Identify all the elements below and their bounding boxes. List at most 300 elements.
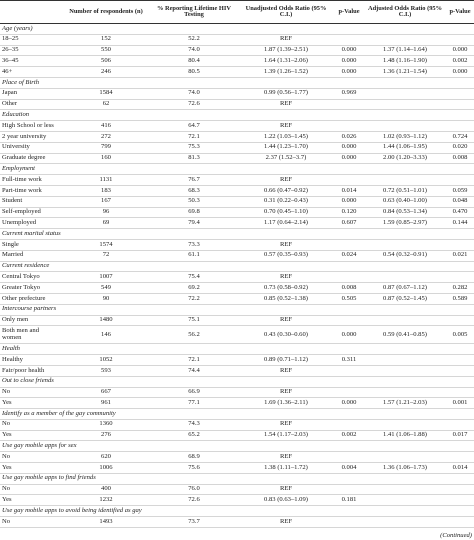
section-label: Employment bbox=[0, 164, 474, 175]
respondents-cell: 1574 bbox=[62, 239, 150, 250]
percent-cell: 77.1 bbox=[150, 398, 238, 409]
section-header-row bbox=[0, 110, 474, 121]
row-label: 2 year university bbox=[0, 131, 62, 142]
p-value-cell bbox=[334, 484, 364, 495]
adjusted-p-value-cell: 0.589 bbox=[446, 293, 474, 304]
adjusted-p-value-cell bbox=[446, 315, 474, 326]
respondents-cell: 506 bbox=[62, 56, 150, 67]
adjusted-or-cell bbox=[364, 99, 446, 110]
p-value-cell: 0.026 bbox=[334, 131, 364, 142]
unadjusted-or-cell: REF bbox=[238, 365, 334, 376]
row-label: No bbox=[0, 452, 62, 463]
adjusted-p-value-cell bbox=[446, 355, 474, 366]
respondents-cell: 160 bbox=[62, 153, 150, 164]
table-row bbox=[0, 452, 474, 463]
adjusted-or-cell bbox=[364, 365, 446, 376]
adjusted-p-value-cell bbox=[446, 239, 474, 250]
row-label: Greater Tokyo bbox=[0, 283, 62, 294]
table-row bbox=[0, 218, 474, 229]
table-row bbox=[0, 283, 474, 294]
adjusted-or-cell: 1.48 (1.16–1.90) bbox=[364, 56, 446, 67]
percent-cell: 74.3 bbox=[150, 419, 238, 430]
section-header-row bbox=[0, 506, 474, 517]
respondents-cell: 152 bbox=[62, 34, 150, 45]
table-row bbox=[0, 387, 474, 398]
unadjusted-or-cell: 0.43 (0.30–0.60) bbox=[238, 326, 334, 344]
unadjusted-or-cell: 1.38 (1.11–1.72) bbox=[238, 463, 334, 474]
table-header bbox=[0, 1, 474, 24]
table-row bbox=[0, 484, 474, 495]
adjusted-or-cell: 1.59 (0.85–2.97) bbox=[364, 218, 446, 229]
row-label: Only men bbox=[0, 315, 62, 326]
adjusted-or-cell bbox=[364, 355, 446, 366]
section-header-row bbox=[0, 77, 474, 88]
row-label: Yes bbox=[0, 463, 62, 474]
respondents-cell: 1131 bbox=[62, 175, 150, 186]
unadjusted-or-cell: 1.17 (0.64–2.14) bbox=[238, 218, 334, 229]
adjusted-p-value-cell: 0.008 bbox=[446, 153, 474, 164]
row-label: High School or less bbox=[0, 121, 62, 132]
respondents-cell: 272 bbox=[62, 131, 150, 142]
table-row bbox=[0, 99, 474, 110]
unadjusted-or-cell: REF bbox=[238, 419, 334, 430]
p-value-cell bbox=[334, 452, 364, 463]
section-header-row bbox=[0, 261, 474, 272]
section-header-row bbox=[0, 229, 474, 240]
unadjusted-or-cell: 1.87 (1.39–2.51) bbox=[238, 45, 334, 56]
table-row bbox=[0, 121, 474, 132]
respondents-cell: 167 bbox=[62, 196, 150, 207]
respondents-cell: 183 bbox=[62, 185, 150, 196]
adjusted-p-value-cell: 0.020 bbox=[446, 142, 474, 153]
percent-cell: 80.4 bbox=[150, 56, 238, 67]
p-value-cell: 0.000 bbox=[334, 326, 364, 344]
p-value-cell bbox=[334, 387, 364, 398]
table-row bbox=[0, 175, 474, 186]
row-label: Fair/poor health bbox=[0, 365, 62, 376]
respondents-cell: 1052 bbox=[62, 355, 150, 366]
respondents-cell: 416 bbox=[62, 121, 150, 132]
header-p-value-unadjusted: p-Value bbox=[334, 1, 364, 24]
unadjusted-or-cell: 2.37 (1.52–3.7) bbox=[238, 153, 334, 164]
respondents-cell: 961 bbox=[62, 398, 150, 409]
adjusted-or-cell: 0.84 (0.53–1.34) bbox=[364, 207, 446, 218]
adjusted-p-value-cell bbox=[446, 517, 474, 528]
adjusted-p-value-cell bbox=[446, 175, 474, 186]
row-label: Self-employed bbox=[0, 207, 62, 218]
adjusted-or-cell: 0.54 (0.32–0.91) bbox=[364, 250, 446, 261]
header-unadjusted-or: Unadjusted Odds Ratio (95% C.I.) bbox=[238, 1, 334, 24]
adjusted-or-cell bbox=[364, 419, 446, 430]
percent-cell: 72.6 bbox=[150, 495, 238, 506]
adjusted-or-cell: 0.63 (0.40–1.00) bbox=[364, 196, 446, 207]
respondents-cell: 1232 bbox=[62, 495, 150, 506]
percent-cell: 69.8 bbox=[150, 207, 238, 218]
unadjusted-or-cell: 1.64 (1.31–2.06) bbox=[238, 56, 334, 67]
unadjusted-or-cell: 1.69 (1.36–2.11) bbox=[238, 398, 334, 409]
unadjusted-or-cell: REF bbox=[238, 34, 334, 45]
table-row bbox=[0, 185, 474, 196]
adjusted-p-value-cell: 0.005 bbox=[446, 326, 474, 344]
unadjusted-or-cell: REF bbox=[238, 517, 334, 528]
respondents-cell: 549 bbox=[62, 283, 150, 294]
percent-cell: 64.7 bbox=[150, 121, 238, 132]
row-label: Both men and women bbox=[0, 326, 62, 344]
section-label: Current residence bbox=[0, 261, 474, 272]
unadjusted-or-cell: 0.70 (0.45–1.10) bbox=[238, 207, 334, 218]
p-value-cell bbox=[334, 272, 364, 283]
header-adjusted-or: Adjusted Odds Ratio (95% C.I.) bbox=[364, 1, 446, 24]
unadjusted-or-cell: 0.85 (0.52–1.38) bbox=[238, 293, 334, 304]
table-row bbox=[0, 463, 474, 474]
header-respondents: Number of respondents (n) bbox=[62, 1, 150, 24]
adjusted-p-value-cell bbox=[446, 452, 474, 463]
section-label: Place of Birth bbox=[0, 77, 474, 88]
adjusted-or-cell: 0.87 (0.52–1.45) bbox=[364, 293, 446, 304]
section-label: Intercourse partners bbox=[0, 304, 474, 315]
percent-cell: 65.2 bbox=[150, 430, 238, 441]
percent-cell: 76.0 bbox=[150, 484, 238, 495]
percent-cell: 75.1 bbox=[150, 315, 238, 326]
percent-cell: 80.5 bbox=[150, 67, 238, 78]
adjusted-or-cell bbox=[364, 315, 446, 326]
header-row bbox=[0, 1, 474, 24]
percent-cell: 81.3 bbox=[150, 153, 238, 164]
unadjusted-or-cell: REF bbox=[238, 175, 334, 186]
p-value-cell bbox=[334, 99, 364, 110]
percent-cell: 61.1 bbox=[150, 250, 238, 261]
unadjusted-or-cell: 0.57 (0.35–0.93) bbox=[238, 250, 334, 261]
p-value-cell: 0.120 bbox=[334, 207, 364, 218]
adjusted-p-value-cell: 0.144 bbox=[446, 218, 474, 229]
unadjusted-or-cell: REF bbox=[238, 272, 334, 283]
adjusted-or-cell: 1.36 (1.06–1.73) bbox=[364, 463, 446, 474]
unadjusted-or-cell: 0.89 (0.71–1.12) bbox=[238, 355, 334, 366]
table-row bbox=[0, 250, 474, 261]
p-value-cell bbox=[334, 34, 364, 45]
adjusted-or-cell bbox=[364, 88, 446, 99]
row-label: No bbox=[0, 517, 62, 528]
section-header-row bbox=[0, 473, 474, 484]
row-label: University bbox=[0, 142, 62, 153]
respondents-cell: 62 bbox=[62, 99, 150, 110]
table-row bbox=[0, 45, 474, 56]
adjusted-or-cell bbox=[364, 239, 446, 250]
section-header-row bbox=[0, 376, 474, 387]
p-value-cell: 0.000 bbox=[334, 45, 364, 56]
section-label: Health bbox=[0, 344, 474, 355]
adjusted-or-cell: 1.36 (1.21–1.54) bbox=[364, 67, 446, 78]
row-label: Graduate degree bbox=[0, 153, 62, 164]
unadjusted-or-cell: 1.22 (1.03–1.45) bbox=[238, 131, 334, 142]
continued-note: (Continued) bbox=[440, 532, 472, 539]
adjusted-p-value-cell bbox=[446, 88, 474, 99]
adjusted-p-value-cell bbox=[446, 34, 474, 45]
adjusted-p-value-cell bbox=[446, 99, 474, 110]
adjusted-p-value-cell: 0.021 bbox=[446, 250, 474, 261]
table-row bbox=[0, 239, 474, 250]
unadjusted-or-cell: 0.99 (0.56–1.77) bbox=[238, 88, 334, 99]
table-row bbox=[0, 419, 474, 430]
table-row bbox=[0, 34, 474, 45]
respondents-cell: 69 bbox=[62, 218, 150, 229]
row-label: No bbox=[0, 484, 62, 495]
row-label: Student bbox=[0, 196, 62, 207]
row-label: Single bbox=[0, 239, 62, 250]
respondents-cell: 1360 bbox=[62, 419, 150, 430]
p-value-cell: 0.311 bbox=[334, 355, 364, 366]
percent-cell: 75.3 bbox=[150, 142, 238, 153]
respondents-cell: 667 bbox=[62, 387, 150, 398]
p-value-cell: 0.014 bbox=[334, 185, 364, 196]
p-value-cell: 0.607 bbox=[334, 218, 364, 229]
adjusted-p-value-cell bbox=[446, 365, 474, 376]
table-row bbox=[0, 517, 474, 528]
adjusted-p-value-cell: 0.000 bbox=[446, 45, 474, 56]
table-row bbox=[0, 272, 474, 283]
adjusted-or-cell bbox=[364, 387, 446, 398]
table-row bbox=[0, 315, 474, 326]
adjusted-p-value-cell: 0.724 bbox=[446, 131, 474, 142]
p-value-cell: 0.008 bbox=[334, 283, 364, 294]
row-label: Part-time work bbox=[0, 185, 62, 196]
adjusted-or-cell bbox=[364, 452, 446, 463]
adjusted-p-value-cell bbox=[446, 419, 474, 430]
row-label: Yes bbox=[0, 495, 62, 506]
adjusted-p-value-cell: 0.017 bbox=[446, 430, 474, 441]
section-label: Identify as a member of the gay community bbox=[0, 409, 474, 420]
p-value-cell bbox=[334, 239, 364, 250]
percent-cell: 72.1 bbox=[150, 131, 238, 142]
p-value-cell bbox=[334, 175, 364, 186]
adjusted-or-cell: 0.59 (0.41–0.85) bbox=[364, 326, 446, 344]
row-label: Yes bbox=[0, 398, 62, 409]
respondents-cell: 1584 bbox=[62, 88, 150, 99]
respondents-cell: 1480 bbox=[62, 315, 150, 326]
adjusted-or-cell: 0.87 (0.67–1.12) bbox=[364, 283, 446, 294]
row-label: Married bbox=[0, 250, 62, 261]
p-value-cell bbox=[334, 365, 364, 376]
p-value-cell: 0.181 bbox=[334, 495, 364, 506]
table-row bbox=[0, 153, 474, 164]
respondents-cell: 246 bbox=[62, 67, 150, 78]
section-header-row bbox=[0, 304, 474, 315]
table-row bbox=[0, 196, 474, 207]
unadjusted-or-cell: REF bbox=[238, 239, 334, 250]
adjusted-p-value-cell: 0.282 bbox=[446, 283, 474, 294]
table-row bbox=[0, 67, 474, 78]
section-label: Use gay mobile apps to find friends bbox=[0, 473, 474, 484]
percent-cell: 72.1 bbox=[150, 355, 238, 366]
section-header-row bbox=[0, 164, 474, 175]
p-value-cell: 0.004 bbox=[334, 463, 364, 474]
p-value-cell bbox=[334, 419, 364, 430]
table-body bbox=[0, 24, 474, 528]
respondents-cell: 276 bbox=[62, 430, 150, 441]
percent-cell: 75.6 bbox=[150, 463, 238, 474]
adjusted-p-value-cell bbox=[446, 121, 474, 132]
adjusted-or-cell: 1.37 (1.14–1.64) bbox=[364, 45, 446, 56]
percent-cell: 68.9 bbox=[150, 452, 238, 463]
respondents-cell: 400 bbox=[62, 484, 150, 495]
adjusted-or-cell bbox=[364, 272, 446, 283]
unadjusted-or-cell: 0.66 (0.47–0.92) bbox=[238, 185, 334, 196]
section-label: Use gay mobile apps for sex bbox=[0, 441, 474, 452]
section-header-row bbox=[0, 409, 474, 420]
unadjusted-or-cell: REF bbox=[238, 315, 334, 326]
adjusted-or-cell: 0.72 (0.51–1.01) bbox=[364, 185, 446, 196]
unadjusted-or-cell: REF bbox=[238, 387, 334, 398]
table-row bbox=[0, 131, 474, 142]
row-label: 26–35 bbox=[0, 45, 62, 56]
percent-cell: 76.7 bbox=[150, 175, 238, 186]
respondents-cell: 146 bbox=[62, 326, 150, 344]
percent-cell: 74.0 bbox=[150, 45, 238, 56]
respondents-cell: 593 bbox=[62, 365, 150, 376]
section-header-row bbox=[0, 344, 474, 355]
adjusted-or-cell: 2.00 (1.20–3.33) bbox=[364, 153, 446, 164]
table-row bbox=[0, 398, 474, 409]
p-value-cell bbox=[334, 517, 364, 528]
section-label: Use gay mobile apps to avoid being identified as gay bbox=[0, 506, 474, 517]
header-variable bbox=[0, 1, 62, 24]
adjusted-p-value-cell: 0.014 bbox=[446, 463, 474, 474]
row-label: Full-time work bbox=[0, 175, 62, 186]
section-label: Out to close friends bbox=[0, 376, 474, 387]
adjusted-p-value-cell: 0.048 bbox=[446, 196, 474, 207]
unadjusted-or-cell: 0.31 (0.22–0.43) bbox=[238, 196, 334, 207]
table-row bbox=[0, 207, 474, 218]
respondents-cell: 1493 bbox=[62, 517, 150, 528]
p-value-cell: 0.000 bbox=[334, 196, 364, 207]
percent-cell: 75.4 bbox=[150, 272, 238, 283]
section-label: Age (years) bbox=[0, 24, 474, 35]
p-value-cell: 0.505 bbox=[334, 293, 364, 304]
adjusted-or-cell: 1.41 (1.06–1.88) bbox=[364, 430, 446, 441]
percent-cell: 69.2 bbox=[150, 283, 238, 294]
adjusted-or-cell: 1.57 (1.21–2.03) bbox=[364, 398, 446, 409]
p-value-cell bbox=[334, 315, 364, 326]
respondents-cell: 799 bbox=[62, 142, 150, 153]
row-label: 46+ bbox=[0, 67, 62, 78]
row-label: No bbox=[0, 419, 62, 430]
respondents-cell: 1007 bbox=[62, 272, 150, 283]
p-value-cell: 0.002 bbox=[334, 430, 364, 441]
percent-cell: 74.4 bbox=[150, 365, 238, 376]
adjusted-p-value-cell: 0.000 bbox=[446, 67, 474, 78]
percent-cell: 50.3 bbox=[150, 196, 238, 207]
p-value-cell: 0.024 bbox=[334, 250, 364, 261]
table-row bbox=[0, 430, 474, 441]
adjusted-p-value-cell: 0.470 bbox=[446, 207, 474, 218]
table-row bbox=[0, 293, 474, 304]
p-value-cell: 0.000 bbox=[334, 142, 364, 153]
section-header-row bbox=[0, 441, 474, 452]
row-label: 36–45 bbox=[0, 56, 62, 67]
respondents-cell: 96 bbox=[62, 207, 150, 218]
row-label: Unemployed bbox=[0, 218, 62, 229]
adjusted-p-value-cell bbox=[446, 387, 474, 398]
unadjusted-or-cell: 1.54 (1.17–2.03) bbox=[238, 430, 334, 441]
adjusted-p-value-cell: 0.002 bbox=[446, 56, 474, 67]
table-row bbox=[0, 495, 474, 506]
respondents-cell: 1006 bbox=[62, 463, 150, 474]
adjusted-or-cell bbox=[364, 517, 446, 528]
row-label: Healthy bbox=[0, 355, 62, 366]
p-value-cell: 0.000 bbox=[334, 56, 364, 67]
header-percent-tested: % Reporting Lifetime HIV Testing bbox=[150, 1, 238, 24]
row-label: Yes bbox=[0, 430, 62, 441]
adjusted-or-cell bbox=[364, 34, 446, 45]
unadjusted-or-cell: 1.44 (1.23–1.70) bbox=[238, 142, 334, 153]
percent-cell: 68.3 bbox=[150, 185, 238, 196]
table-row bbox=[0, 142, 474, 153]
unadjusted-or-cell: REF bbox=[238, 99, 334, 110]
unadjusted-or-cell: 1.39 (1.26–1.52) bbox=[238, 67, 334, 78]
percent-cell: 79.4 bbox=[150, 218, 238, 229]
table-row bbox=[0, 326, 474, 344]
percent-cell: 66.9 bbox=[150, 387, 238, 398]
adjusted-or-cell: 1.02 (0.93–1.12) bbox=[364, 131, 446, 142]
p-value-cell bbox=[334, 121, 364, 132]
row-label: Japan bbox=[0, 88, 62, 99]
unadjusted-or-cell: 0.73 (0.58–0.92) bbox=[238, 283, 334, 294]
adjusted-p-value-cell bbox=[446, 495, 474, 506]
section-label: Current marital status bbox=[0, 229, 474, 240]
percent-cell: 56.2 bbox=[150, 326, 238, 344]
adjusted-p-value-cell bbox=[446, 484, 474, 495]
table-row bbox=[0, 88, 474, 99]
unadjusted-or-cell: REF bbox=[238, 452, 334, 463]
unadjusted-or-cell: REF bbox=[238, 121, 334, 132]
section-label: Education bbox=[0, 110, 474, 121]
adjusted-or-cell bbox=[364, 175, 446, 186]
row-label: No bbox=[0, 387, 62, 398]
respondents-cell: 550 bbox=[62, 45, 150, 56]
row-label: Central Tokyo bbox=[0, 272, 62, 283]
section-header-row bbox=[0, 24, 474, 35]
percent-cell: 73.3 bbox=[150, 239, 238, 250]
table-row bbox=[0, 365, 474, 376]
adjusted-or-cell bbox=[364, 495, 446, 506]
respondents-cell: 72 bbox=[62, 250, 150, 261]
p-value-cell: 0.000 bbox=[334, 153, 364, 164]
percent-cell: 72.6 bbox=[150, 99, 238, 110]
header-p-value-adjusted: p-Value bbox=[446, 1, 474, 24]
p-value-cell: 0.000 bbox=[334, 67, 364, 78]
respondents-cell: 90 bbox=[62, 293, 150, 304]
respondents-cell: 620 bbox=[62, 452, 150, 463]
p-value-cell: 0.969 bbox=[334, 88, 364, 99]
percent-cell: 73.7 bbox=[150, 517, 238, 528]
p-value-cell: 0.000 bbox=[334, 398, 364, 409]
unadjusted-or-cell: 0.83 (0.63–1.09) bbox=[238, 495, 334, 506]
table-row bbox=[0, 355, 474, 366]
adjusted-p-value-cell: 0.059 bbox=[446, 185, 474, 196]
percent-cell: 74.0 bbox=[150, 88, 238, 99]
adjusted-or-cell: 1.44 (1.06–1.95) bbox=[364, 142, 446, 153]
percent-cell: 52.2 bbox=[150, 34, 238, 45]
unadjusted-or-cell: REF bbox=[238, 484, 334, 495]
table-row bbox=[0, 56, 474, 67]
row-label: Other prefecture bbox=[0, 293, 62, 304]
adjusted-p-value-cell bbox=[446, 272, 474, 283]
percent-cell: 72.2 bbox=[150, 293, 238, 304]
adjusted-or-cell bbox=[364, 484, 446, 495]
row-label: Other bbox=[0, 99, 62, 110]
adjusted-p-value-cell: 0.001 bbox=[446, 398, 474, 409]
row-label: 18–25 bbox=[0, 34, 62, 45]
